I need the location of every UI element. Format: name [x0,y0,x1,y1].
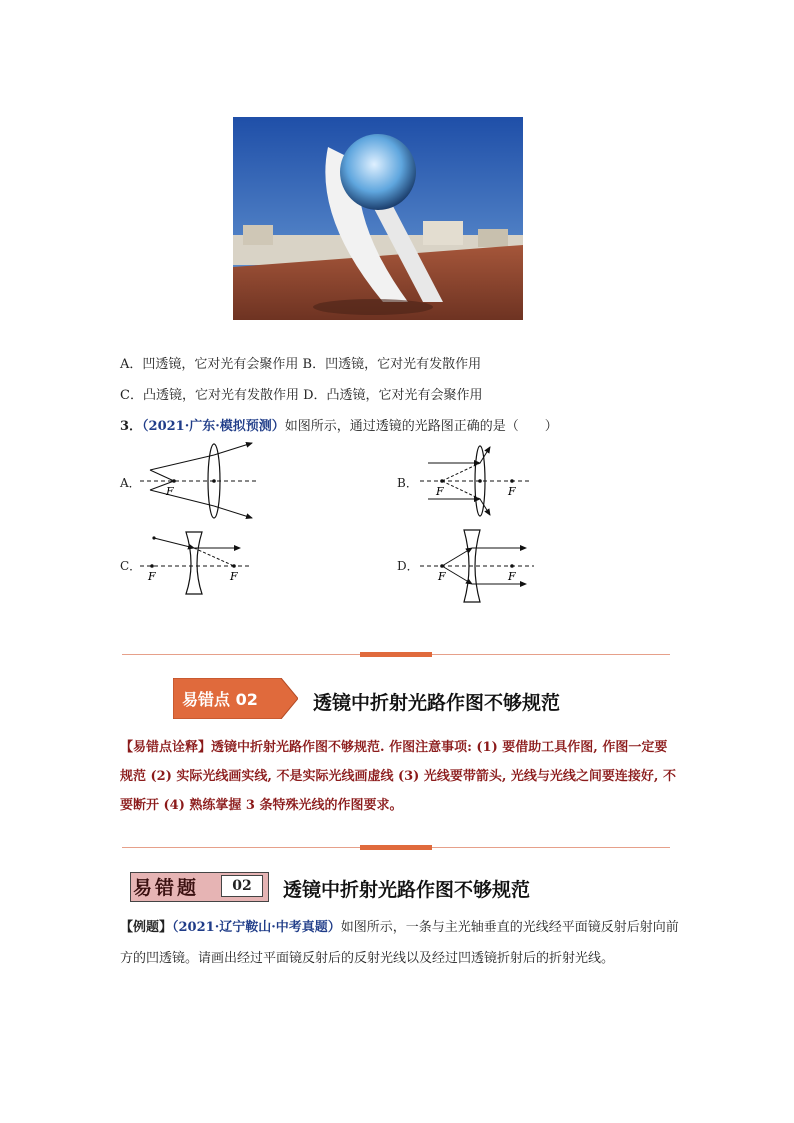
error-question-badge-number: 02 [221,875,263,897]
explanation [120,733,680,820]
example-tag: 【例题】 [120,920,173,935]
question-text: 如图所示，通过透镜的光路图正确的是（ ） [284,419,558,434]
diagram-b [420,443,540,523]
option-c-label: C． [120,559,142,573]
option-d-label: D． [397,559,419,573]
section-badge-label: 易错点 02 [182,690,258,709]
focus-label-right: F [230,570,238,583]
divider-mark [360,652,432,657]
diagram-a [140,440,260,520]
diagram-c [140,528,260,598]
explanation-tag: 【易错点诠释】 [120,740,212,755]
option-b-label: B． [397,476,418,490]
focus-label-left: F [148,570,156,583]
diagram-d [420,528,540,604]
example-text: 如图所示，一条与主光轴垂直的光线经平面镜反射后射向前方的凹透镜。请画出经过平面镜反射后的反射光线以及经过凹透镜折射后的折射光线。 [120,920,679,966]
focus-label-left: F [438,570,446,583]
example-source: （2021·辽宁鞍山·中考真题） [172,920,341,935]
error-question-badge-label: 易错题 [133,877,200,899]
section-title: 透镜中折射光路作图不够规范 [313,692,561,714]
error-question-title: 透镜中折射光路作图不够规范 [283,879,531,901]
option-line-cd: C．凸透镜，它对光有发散作用 D．凸透镜，它对光有会聚作用 [120,388,483,403]
explanation-text: 透镜中折射光路作图不够规范. 作图注意事项: (1) 要借助工具作图, 作图一定要规范 (2) 实际光线画实线, 不是实际光线画虚线 (3) 光线要带箭头, 光线与光线之间要连接好, 不要断开 (4) 熟练掌握 3 条特殊光线的作图要求。 [120,740,676,813]
question-source: （2021·广东·模拟预测） [142,419,285,434]
focus-label-right: F [508,485,516,498]
question-number: 3． [120,419,143,434]
option-a-label: A． [120,476,141,490]
question-3 [120,415,558,434]
example-question [120,912,690,974]
focus-label-right: F [508,570,516,583]
focus-label: F [166,485,174,498]
focus-label-left: F [436,485,444,498]
solar-sphere-photo [233,117,523,320]
divider-mark [360,845,432,850]
option-line-ab: A．凹透镜，它对光有会聚作用 B．凹透镜，它对光有发散作用 [120,357,482,372]
